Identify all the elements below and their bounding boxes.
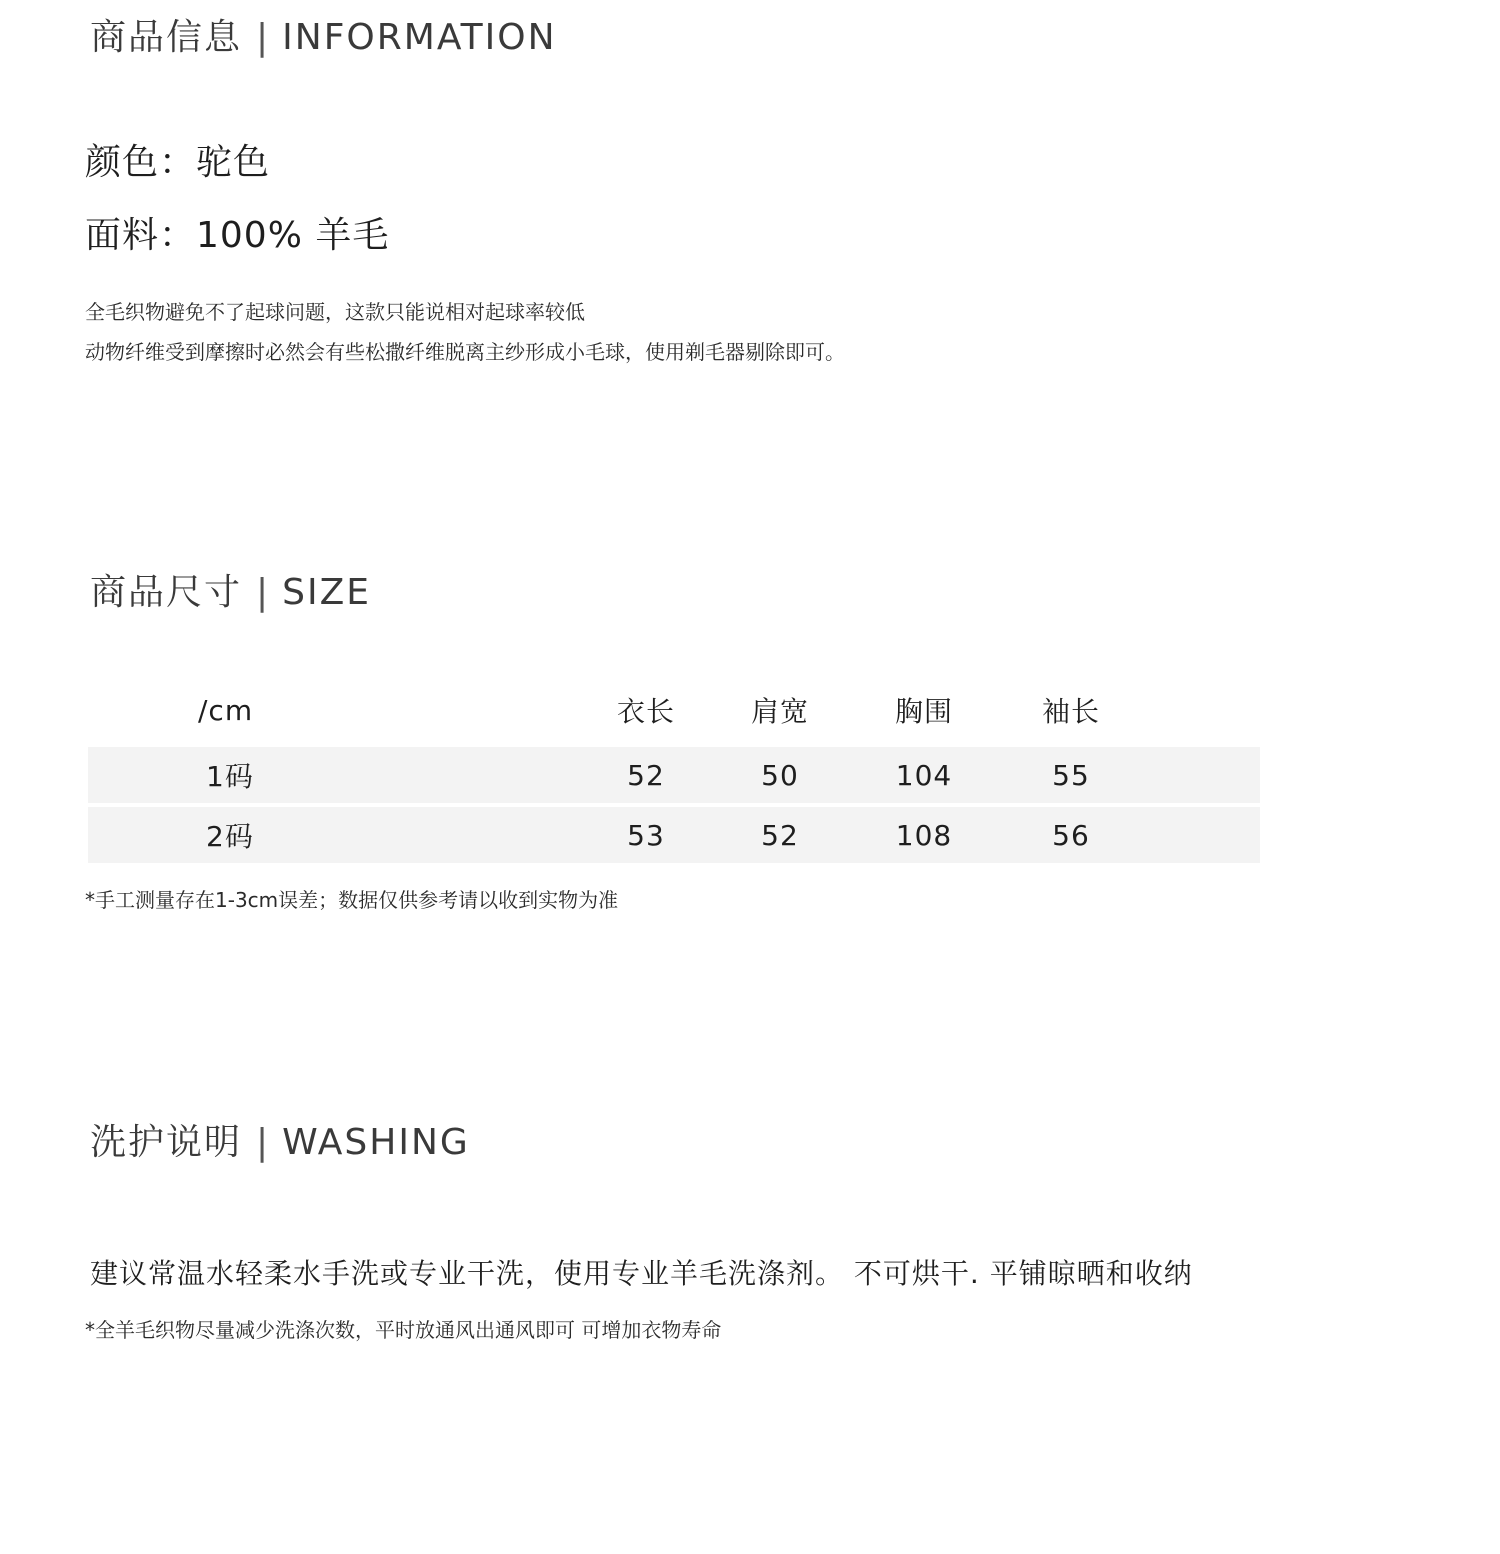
washing-heading-cn: 洗护说明	[90, 1122, 243, 1163]
table-row	[88, 747, 1260, 803]
size-heading-cn: 商品尺寸	[90, 572, 243, 613]
size-table-header-row	[88, 685, 1260, 735]
washing-heading	[90, 1122, 470, 1163]
table-row	[88, 807, 1260, 863]
measurement-footnote: *手工测量存在1-3cm误差；数据仅供参考请以收到实物为准	[85, 888, 619, 912]
washing-instruction: 建议常温水轻柔水手洗或专业干洗，使用专业羊毛洗涤剂。 不可烘干. 平铺晾晒和收纳	[90, 1257, 1193, 1290]
length-value: 53	[627, 818, 665, 852]
heading-separator: |	[256, 17, 271, 58]
chest-value: 104	[895, 758, 953, 792]
pilling-note-line-2: 动物纤维受到摩擦时必然会有些松撒纤维脱离主纱形成小毛球，使用剃毛器剔除即可。	[85, 340, 845, 364]
washing-heading-en: WASHING	[282, 1122, 470, 1163]
chest-value: 108	[895, 818, 953, 852]
size-label: 1码	[206, 760, 254, 793]
header-chest: 胸围	[894, 695, 953, 728]
header-length: 衣长	[616, 695, 675, 728]
size-table	[88, 685, 1260, 867]
fabric-attribute: 面料：100% 羊毛	[85, 215, 390, 256]
shoulder-value: 52	[761, 818, 799, 852]
information-heading-en: INFORMATION	[282, 17, 557, 58]
heading-separator: |	[256, 1122, 271, 1163]
heading-separator: |	[256, 572, 271, 613]
header-shoulder: 肩宽	[750, 695, 809, 728]
size-heading-en: SIZE	[282, 572, 372, 613]
size-heading	[90, 572, 372, 613]
sleeve-value: 55	[1052, 758, 1090, 792]
pilling-note-line-1: 全毛织物避免不了起球问题，这款只能说相对起球率较低	[85, 300, 585, 324]
header-unit: /cm	[198, 693, 254, 727]
size-label: 2码	[206, 820, 254, 853]
header-sleeve: 袖长	[1041, 695, 1100, 728]
information-heading-cn: 商品信息	[90, 17, 243, 58]
color-attribute: 颜色：驼色	[85, 142, 271, 183]
information-heading	[90, 17, 557, 58]
length-value: 52	[627, 758, 665, 792]
washing-footnote: *全羊毛织物尽量减少洗涤次数，平时放通风出通风即可 可增加衣物寿命	[85, 1318, 722, 1342]
shoulder-value: 50	[761, 758, 799, 792]
sleeve-value: 56	[1052, 818, 1090, 852]
